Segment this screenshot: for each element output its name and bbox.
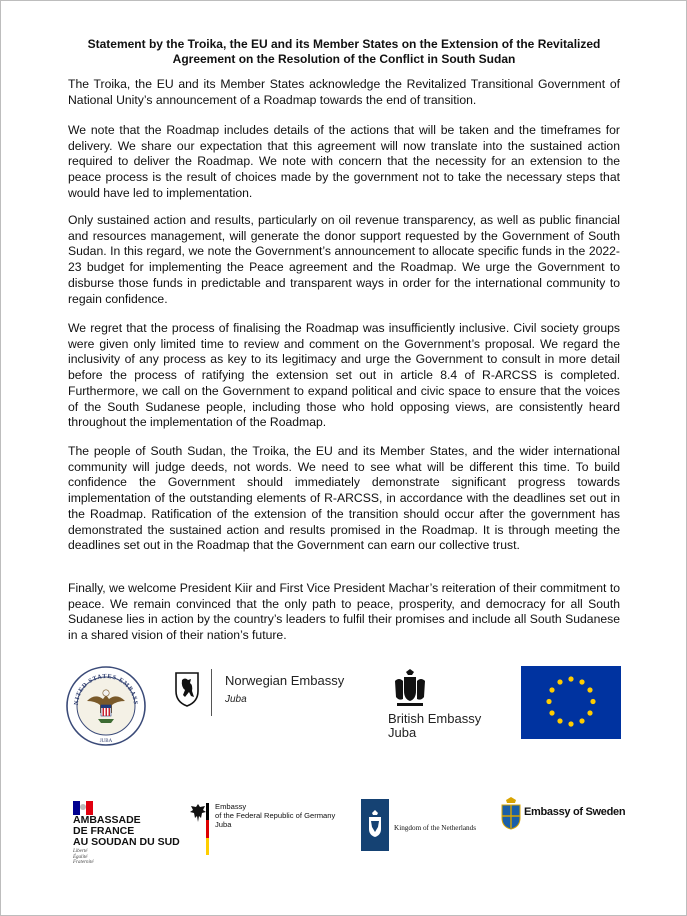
germany-line1: Embassy xyxy=(215,802,247,811)
french-embassy-logo xyxy=(73,801,183,867)
british-embassy-logo xyxy=(387,669,497,745)
royal-coat-of-arms-icon xyxy=(391,669,429,709)
france-motto-1: Liberté xyxy=(73,849,88,854)
france-line3: AU SOUDAN DU SUD xyxy=(73,836,180,848)
us-seal-ring-text: NITED STATES EMBASS xyxy=(72,672,140,706)
uk-embassy-name: British Embassy xyxy=(388,711,482,726)
paragraph-4: We regret that the process of finalising the Roadmap was insufficiently inclusive. Civil society groups were given only limited time to review and comment on the Government’s proposal. We regard the inclusivity of any process as key to its legitimacy and urge the Government to consult in more detail before the process of ratifying the extension set out in article 8.4 of R-ARCSS is completed. Furthermore, we call on the Government to expand political and civic space to ensure that the voices of the South Sudanese people, including those who hold opposing views, are consistently heard throughout the implementation of the Roadmap. xyxy=(68,321,620,430)
france-motto-3: Fraternité xyxy=(73,860,94,865)
paragraph-2: We note that the Roadmap includes details of the actions that will be taken and the timeframes for delivery. We share our expectation that this agreement will now translate into the sustained action required to deliver the Roadmap. We note with concern that the necessity for an extension to the peace process is the result of choices made by the government not to take the necessary steps that would have led to implementation. xyxy=(68,123,620,200)
netherlands-logo xyxy=(361,799,501,851)
us-seal-bottom-text: JUBA xyxy=(99,739,113,744)
norway-embassy-city: Juba xyxy=(225,694,247,705)
netherlands-lion-icon xyxy=(361,799,389,851)
document-title: Statement by the Troika, the EU and its Member States on the Extension of the Revitalized Agreement on the Resolution of the Conflict in South Sudan xyxy=(87,37,601,66)
uk-embassy-city: Juba xyxy=(388,725,417,740)
paragraph-3: Only sustained action and results, particularly on oil revenue transparency, as well as public financial and resources management, will generate the donor support requested by the Government of South Sudan. In this regard, we note the Government’s announcement to allocate specific funds in the 2022-23 budget for implementing the Peace agreement and the Roadmap. We urge the Government to disburse those funds in predictable and transparent ways in order for the international community to regain confidence. xyxy=(68,213,620,306)
paragraph-5: The people of South Sudan, the Troika, the EU and its Member States, and the wider international community will judge deeds, not words. We need to see what will be different this time. To build confidence the Government should immediately demonstrate significant progress towards implementation of the outstanding elements of R-ARCSS, in accordance with the deadlines set out in the Roadmap. Ratification of the extension of the transition should occur after the government has demonstrated the sustained action and results promised in the Roadmap. It is through meeting the deadlines set out in the Roadmap that the Government can earn our collective trust. xyxy=(68,444,620,553)
eu-flag xyxy=(521,666,621,739)
netherlands-name: Kingdom of the Netherlands xyxy=(394,824,477,832)
norway-lion-icon xyxy=(173,671,201,707)
norway-embassy-name: Norwegian Embassy xyxy=(225,673,345,688)
sweden-embassy-name: Embassy of Sweden xyxy=(524,806,626,818)
germany-line3: Juba xyxy=(215,820,232,829)
france-line2: DE FRANCE xyxy=(73,825,135,837)
swedish-embassy-logo xyxy=(499,796,625,832)
norway-divider xyxy=(211,669,212,716)
france-motto-2: Égalité xyxy=(73,854,88,860)
norwegian-embassy-logo xyxy=(173,669,373,717)
german-eagle-icon xyxy=(189,803,207,823)
france-line1: AMBASSADE xyxy=(73,814,141,826)
sweden-arms-icon xyxy=(499,796,523,830)
marianne-flag-icon xyxy=(73,801,93,815)
eu-stars-icon xyxy=(521,666,621,739)
paragraph-1: The Troika, the EU and its Member States acknowledge the Revitalized Transitional Government of National Unity’s announcement of a Roadmap towards the end of transition. xyxy=(68,77,620,107)
paragraph-6: Finally, we welcome President Kiir and First Vice President Machar’s reiteration of their commitment to peace. We remain convinced that the only path to peace, prosperity, and democracy for all South Sudanese lies in action by the country’s leaders to fulfil their promises and include all South Sudanese in a shared vision of their nation’s future. xyxy=(68,581,620,643)
german-flag-bar xyxy=(206,803,209,855)
german-embassy-logo xyxy=(189,801,349,857)
germany-line2: of the Federal Republic of Germany xyxy=(215,811,336,820)
us-embassy-seal xyxy=(65,665,147,747)
